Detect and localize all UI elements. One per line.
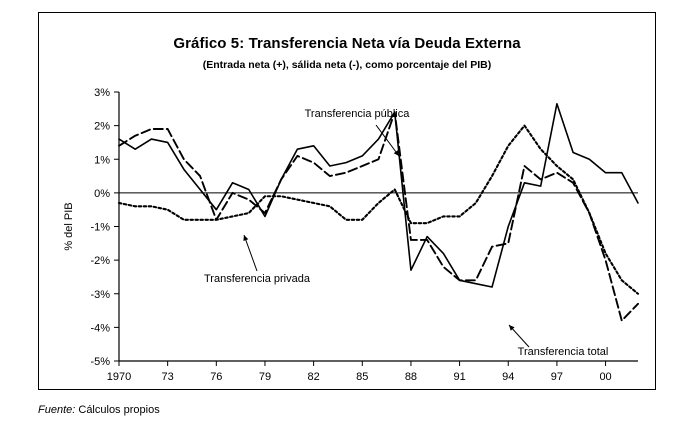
y-axis-ticks — [90, 87, 119, 368]
source-label: Fuente: — [38, 404, 76, 416]
x-tick-label: 1970 — [106, 371, 132, 383]
source-value: Cálculos propios — [78, 404, 160, 416]
axis-lines — [119, 92, 638, 361]
annotation-label: Transferencia privada — [204, 273, 310, 285]
x-tick-label: 97 — [550, 371, 564, 383]
chart-subtitle: (Entrada neta (+), sálida neta (-), como porcentaje del PIB) — [202, 59, 492, 71]
chart-svg — [39, 13, 655, 389]
x-tick-label: 00 — [599, 371, 612, 383]
x-tick-label: 85 — [356, 371, 369, 383]
x-tick-label: 82 — [307, 371, 320, 383]
y-tick-label: 2% — [94, 120, 110, 133]
annotation-arrowhead — [243, 235, 248, 241]
y-tick-label: -3% — [90, 288, 110, 301]
y-tick-label: 3% — [94, 87, 110, 99]
annotation-leader — [376, 125, 399, 156]
x-tick-label: 94 — [502, 371, 515, 383]
y-tick-label: -2% — [90, 255, 110, 268]
annotation-leader — [244, 235, 257, 271]
annotation-label: Transferencia pública — [304, 108, 410, 120]
source-note — [38, 404, 160, 416]
chart-title: Gráfico 5: Transferencia Neta vía Deuda Externa — [173, 35, 521, 52]
x-tick-label: 73 — [161, 371, 174, 383]
plot-area — [39, 13, 655, 389]
y-axis-title: % del PIB — [63, 202, 75, 251]
series-line-3 — [119, 112, 638, 320]
x-tick-label: 88 — [404, 371, 418, 383]
x-axis-ticks — [107, 361, 612, 383]
x-tick-label: 79 — [258, 371, 272, 383]
series-line-2 — [119, 126, 638, 294]
y-tick-label: 1% — [94, 154, 110, 167]
y-tick-label: -5% — [90, 356, 110, 368]
chart-annotations — [204, 108, 608, 358]
x-tick-label: 76 — [210, 371, 223, 383]
chart-figure — [38, 12, 656, 390]
y-tick-label: -4% — [90, 322, 110, 335]
annotation-label: Transferencia total — [517, 346, 609, 358]
x-tick-label: 91 — [453, 371, 466, 383]
y-tick-label: 0% — [94, 187, 110, 200]
y-tick-label: -1% — [90, 221, 110, 234]
series-lines — [119, 104, 638, 321]
series-line-1 — [119, 104, 638, 287]
y-axis-label — [63, 202, 75, 250]
